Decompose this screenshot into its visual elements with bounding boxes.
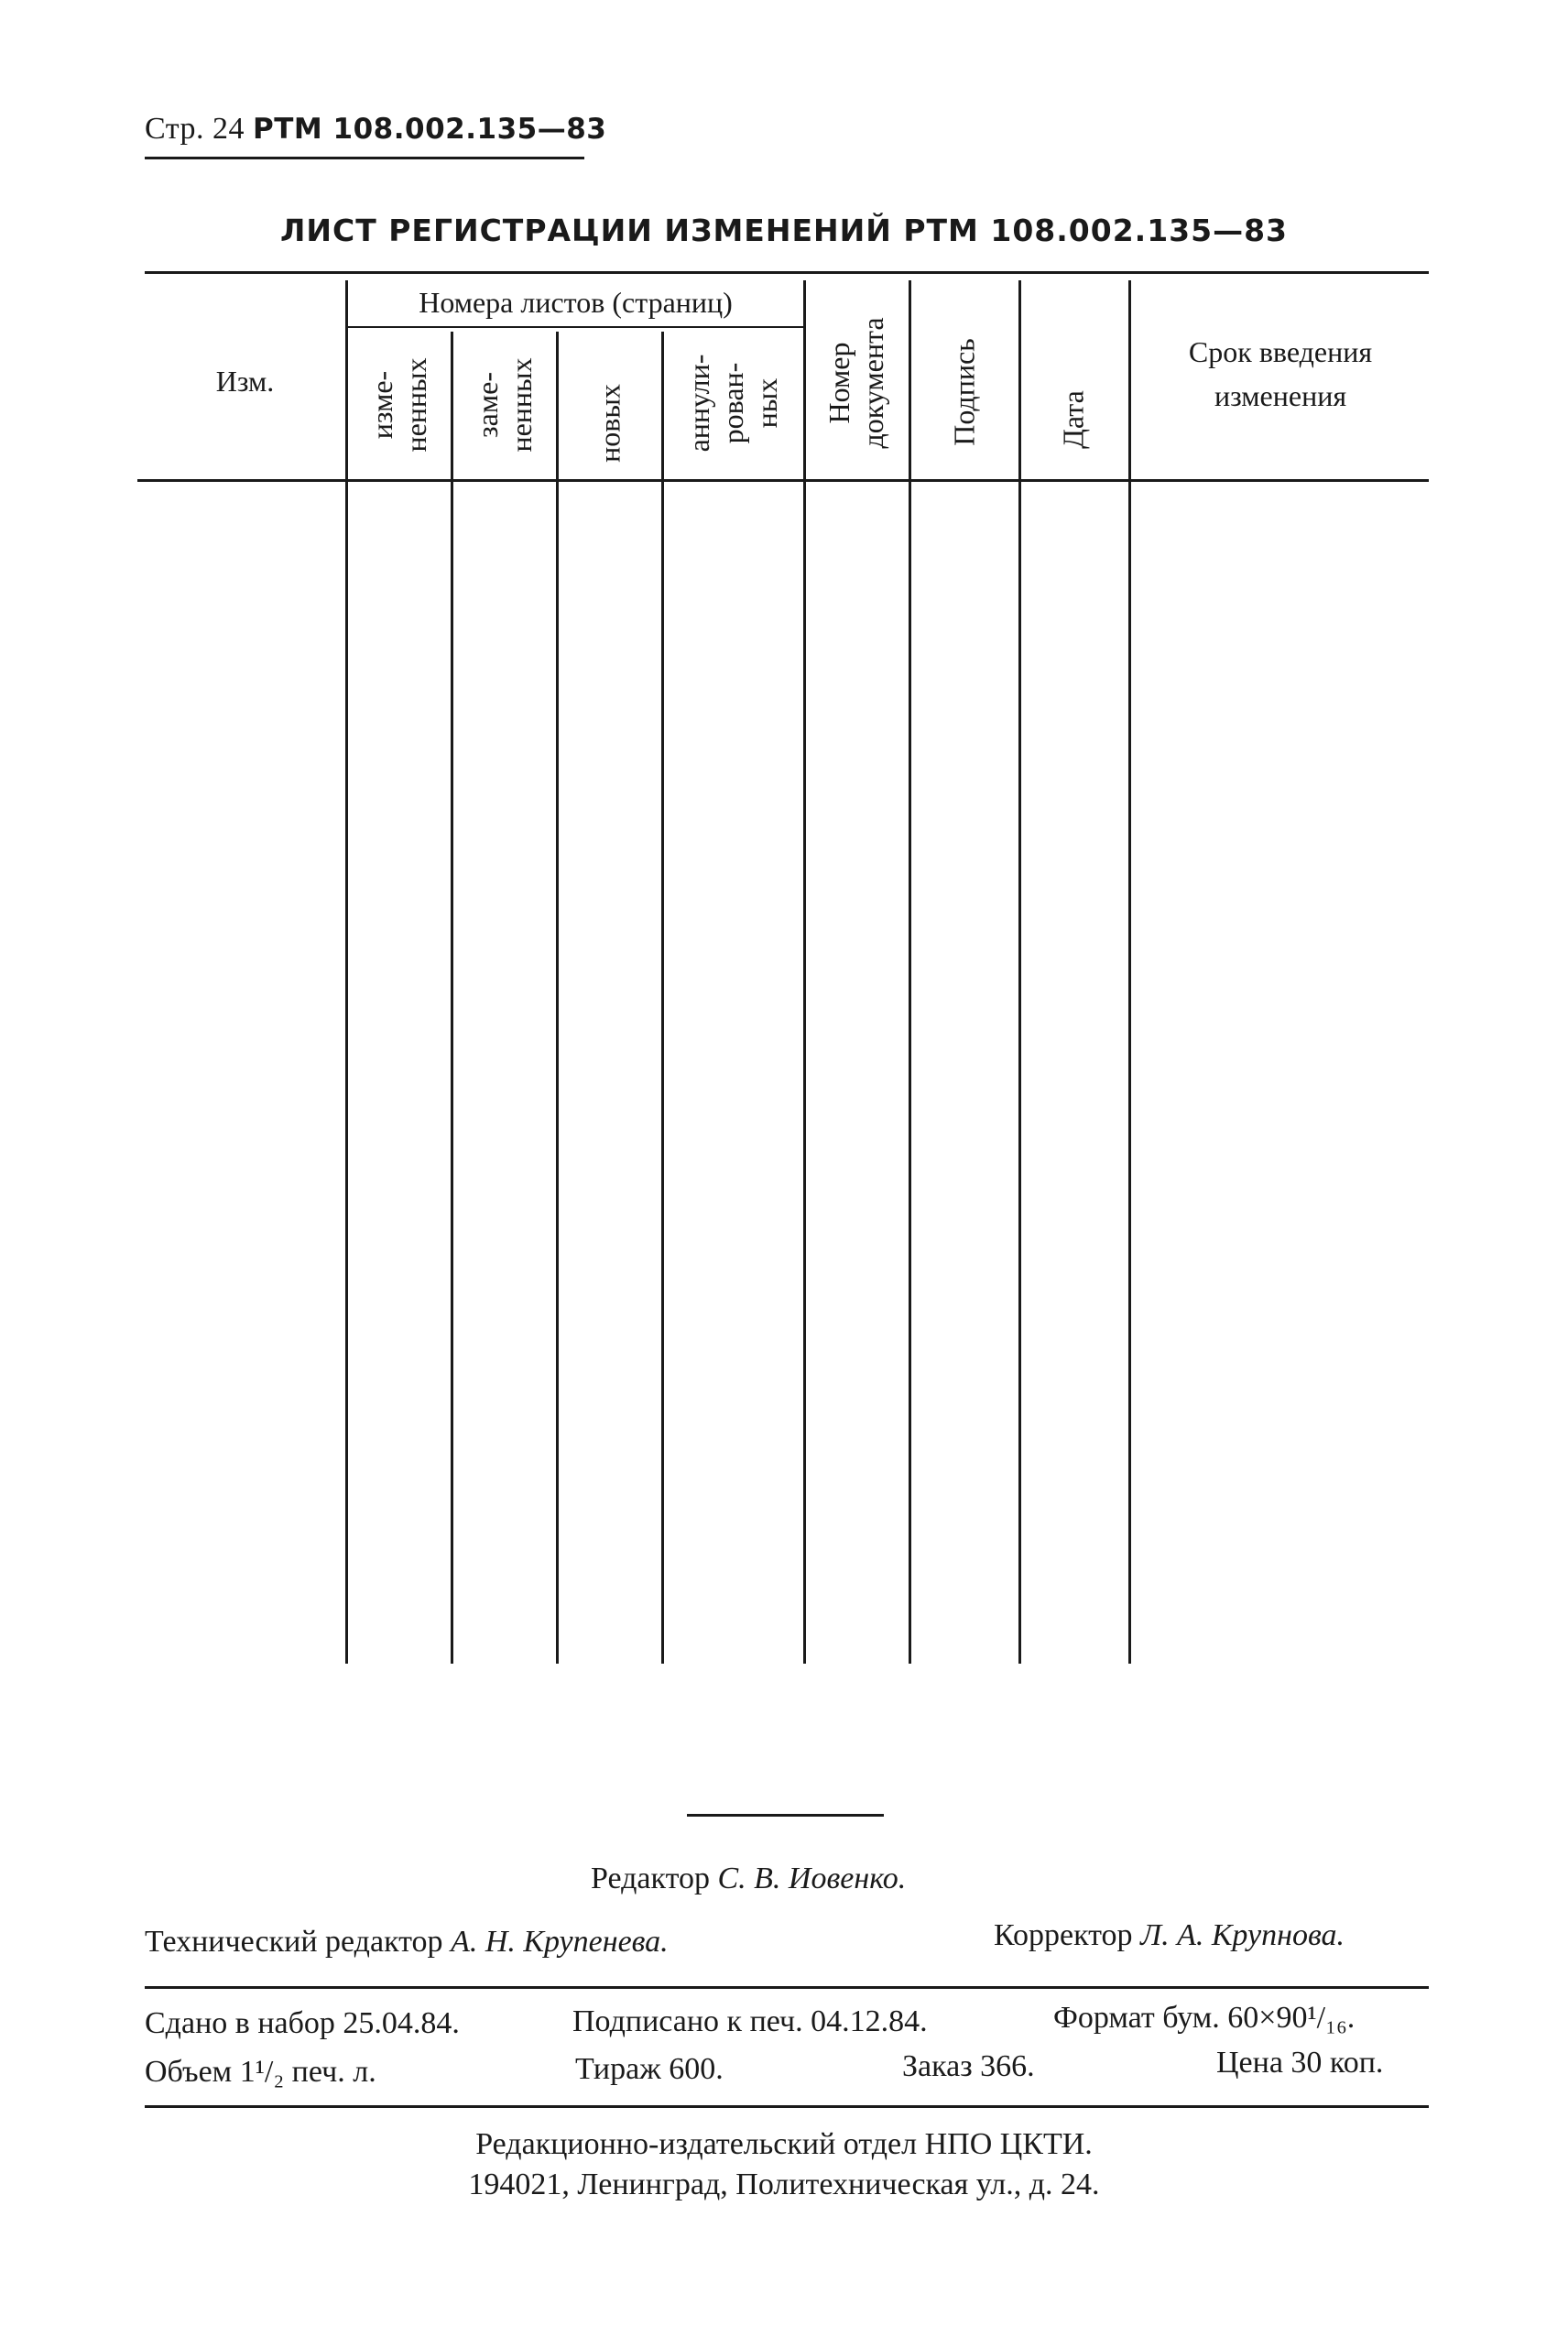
- header-izm: Изм.: [215, 365, 275, 398]
- publisher-line: Редакционно-издательский отдел НПО ЦКТИ.: [475, 2127, 1093, 2161]
- header-izmenennyh: изме- ненных: [365, 357, 432, 453]
- publisher-address: 194021, Ленинград, Политехническая ул., д. 24.: [468, 2168, 1100, 2201]
- header-zamenennyh: заме- ненных: [471, 357, 538, 453]
- imprint-sdano: Сдано в набор 25.04.84.: [145, 2006, 460, 2040]
- imprint-bottom-rule: [145, 2105, 1429, 2108]
- column-rule: [1018, 280, 1021, 1664]
- imprint-obem: Объем 1¹/₂ печ. л.: [145, 2055, 376, 2089]
- column-rule: [451, 332, 453, 1664]
- column-rule: [556, 332, 559, 1664]
- table-top-rule: [145, 271, 1429, 274]
- header-underline: [145, 157, 584, 159]
- header-podpis: Подпись: [947, 338, 981, 446]
- column-rule: [661, 332, 664, 1664]
- imprint-cena: Цена 30 коп.: [1216, 2046, 1384, 2080]
- running-header: [145, 112, 606, 147]
- column-rule: [909, 280, 911, 1664]
- corrector-name: Л. А. Крупнова.: [1140, 1918, 1345, 1952]
- separator-rule: [687, 1814, 884, 1817]
- header-nomer-dokumenta: Номер документа: [822, 317, 889, 449]
- header-srok: Срок введения изменения: [1188, 335, 1373, 412]
- document-code: РТМ 108.002.135—83: [253, 113, 607, 146]
- table-header-bottom-rule: [137, 479, 1429, 482]
- column-rule: [345, 280, 348, 1664]
- tech-editor-line: Технический редактор А. Н. Крупенева.: [145, 1925, 669, 1959]
- imprint-zakaz: Заказ 366.: [902, 2049, 1035, 2083]
- header-annulirovannyh: аннули- рован- ных: [681, 354, 783, 453]
- column-rule: [1128, 280, 1131, 1664]
- page-number: Стр. 24: [145, 112, 245, 146]
- imprint-format: Формат бум. 60×90¹/₁₆.: [1053, 2001, 1356, 2035]
- header-page-numbers-group: Номера листов (страниц): [419, 286, 733, 319]
- group-header-rule: [346, 326, 804, 328]
- page-title: ЛИСТ РЕГИСТРАЦИИ ИЗМЕНЕНИЙ РТМ 108.002.135—83: [279, 213, 1289, 248]
- imprint-podpisano: Подписано к печ. 04.12.84.: [572, 2004, 928, 2038]
- header-novyh: новых: [593, 384, 626, 463]
- editor-line: Редактор С. В. Иовенко.: [591, 1862, 907, 1895]
- header-data: Дата: [1056, 390, 1090, 449]
- tech-editor-name: А. Н. Крупенева.: [451, 1925, 669, 1959]
- editor-name: С. В. Иовенко.: [717, 1862, 907, 1895]
- column-rule: [803, 280, 806, 1664]
- imprint-top-rule: [145, 1986, 1429, 1989]
- corrector-line: Корректор Л. А. Крупнова.: [994, 1918, 1345, 1952]
- imprint-tirazh: Тираж 600.: [575, 2052, 724, 2086]
